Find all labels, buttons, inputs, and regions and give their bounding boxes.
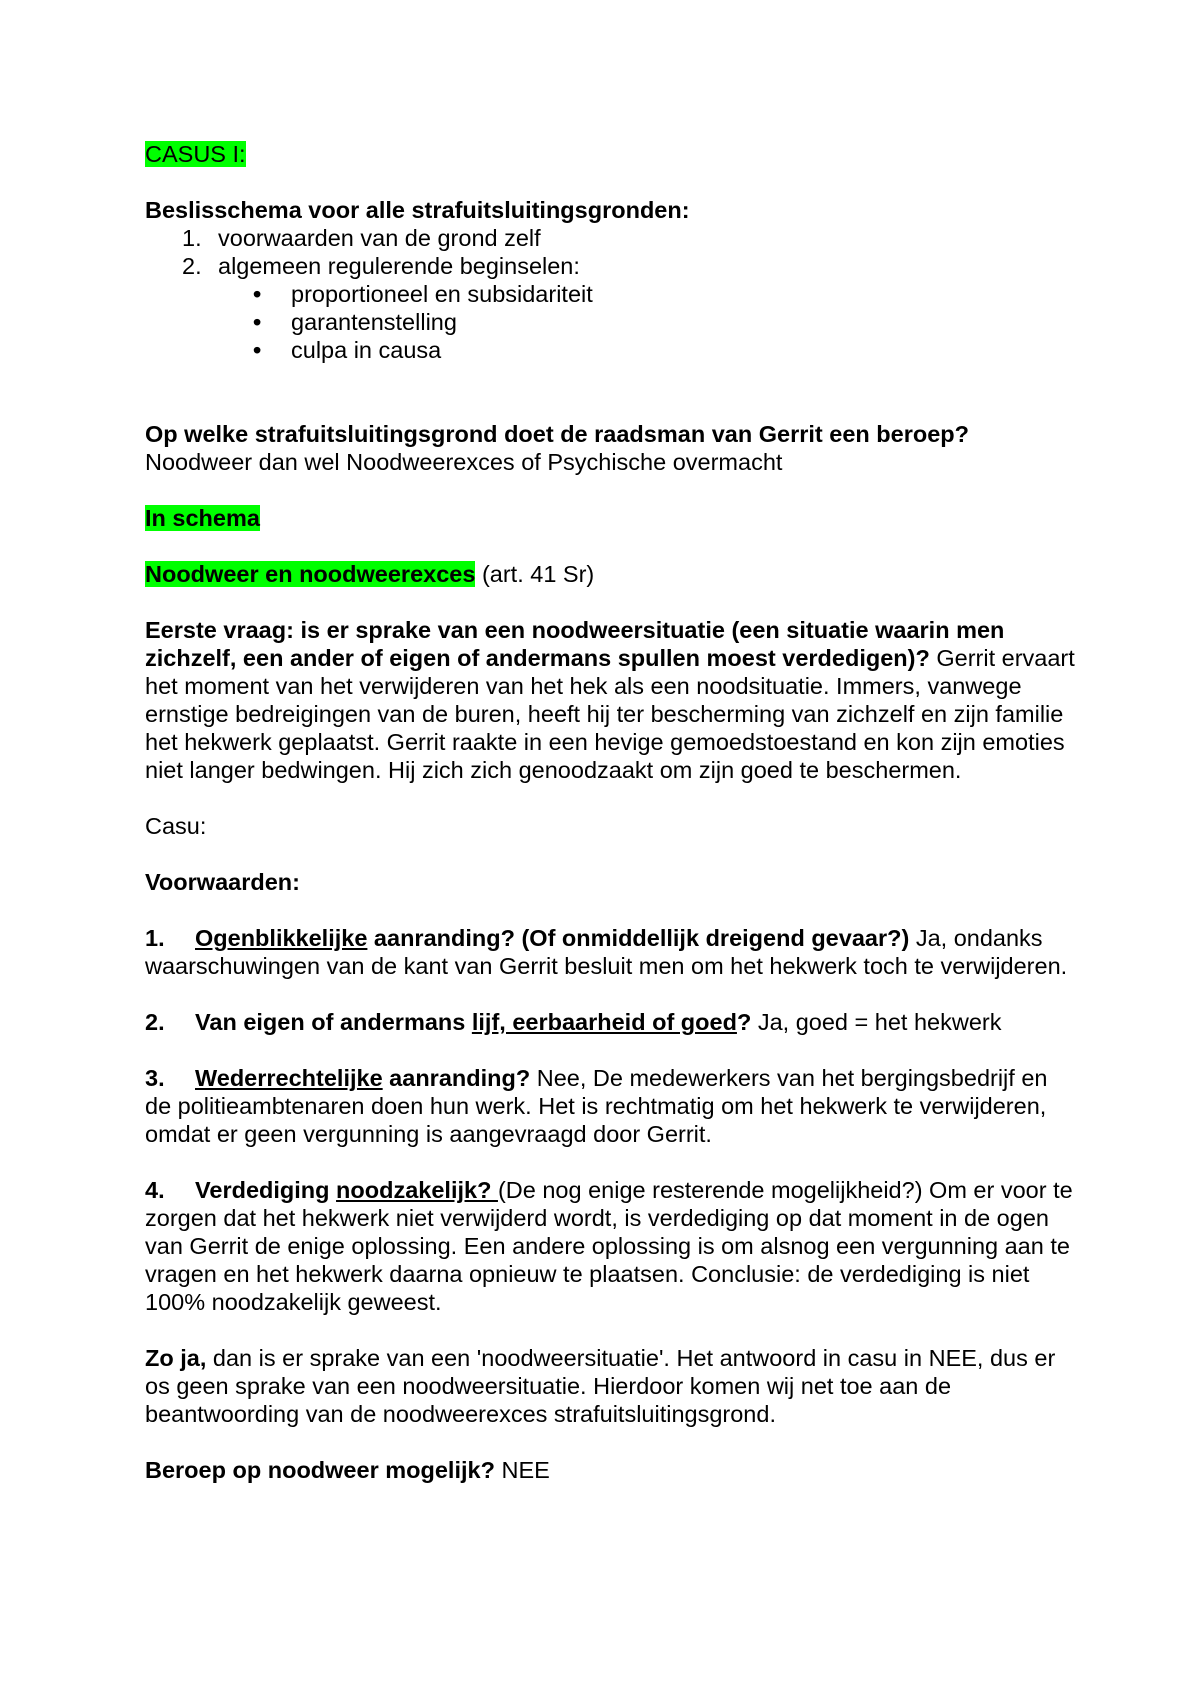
beroep-answer: NEE bbox=[494, 1457, 550, 1483]
list-number: 1. bbox=[182, 225, 202, 251]
beroep-line bbox=[145, 1456, 1075, 1484]
voorwaarde-2 bbox=[145, 1008, 1075, 1036]
noodweer-heading: Noodweer en noodweerexces bbox=[145, 561, 476, 587]
voorwaarde-underlined: lijf, eerbaarheid of goed bbox=[471, 1009, 737, 1035]
list-item bbox=[145, 280, 1075, 308]
question-heading: Op welke strafuitsluitingsgrond doet de raadsman van Gerrit een beroep? bbox=[145, 421, 969, 447]
voorwaarde-underlined: Wederrechtelijke bbox=[195, 1065, 383, 1091]
bullet-icon: • bbox=[253, 337, 262, 363]
principles-list bbox=[145, 280, 1075, 364]
schema-list bbox=[145, 224, 1075, 280]
voorwaarde-question: aanranding? (Of onmiddellijk dreigend gevaar?) bbox=[367, 925, 910, 951]
voorwaarde-answer: (De nog enige resterende mogelijkheid?) Om er voor te zorgen dat het hekwerk niet verwijderd wordt, is verdediging op dat moment in de ogen van Gerrit de enige oplossing. Een andere oplossing is om alsnog een vergunning aan te vragen en het hekwerk daarna opnieuw te plaatsen. Conclusie: de verdediging is niet 100% noodzakelijk geweest. bbox=[145, 1177, 1073, 1315]
voorwaarde-number: 4. bbox=[145, 1177, 165, 1203]
list-item-text: culpa in causa bbox=[291, 337, 442, 363]
list-item-text: proportioneel en subsidariteit bbox=[291, 281, 593, 307]
zo-ja-paragraph bbox=[145, 1344, 1075, 1428]
casu-label: Casu: bbox=[145, 813, 207, 839]
list-item bbox=[145, 252, 1075, 280]
eerste-vraag-paragraph bbox=[145, 616, 1075, 784]
voorwaarde-number: 2. bbox=[145, 1009, 165, 1035]
voorwaarde-question: Van eigen of andermans bbox=[195, 1009, 472, 1035]
list-number: 2. bbox=[182, 253, 202, 279]
document-page bbox=[145, 140, 1075, 1484]
list-item bbox=[145, 336, 1075, 364]
voorwaarde-1 bbox=[145, 924, 1075, 980]
voorwaarde-number: 1. bbox=[145, 925, 165, 951]
list-item bbox=[145, 308, 1075, 336]
zo-ja-lead: Zo ja, bbox=[145, 1345, 207, 1371]
voorwaarde-answer: Ja, goed = het hekwerk bbox=[751, 1009, 1002, 1035]
voorwaarde-answer: Nee, De medewerkers van het bergingsbedrijf en de politieambtenaren doen hun werk. Het is rechtmatig om het hekwerk te verwijderen, omdat er geen vergunning is aangevraagd door Gerrit. bbox=[145, 1065, 1048, 1147]
list-item bbox=[145, 224, 1075, 252]
eerste-vraag-question: Eerste vraag: is er sprake van een noodweersituatie (een situatie waarin men zichzelf, een ander of eigen of andermans spullen moest verdedigen)? bbox=[145, 617, 1005, 671]
casus-title-line bbox=[145, 140, 1075, 168]
voorwaarde-underlined: noodzakelijk? bbox=[336, 1177, 498, 1203]
list-item-text: algemeen regulerende beginselen: bbox=[218, 253, 580, 279]
noodweer-ref: (art. 41 Sr) bbox=[475, 561, 595, 587]
voorwaarde-underlined: Ogenblikkelijke bbox=[195, 925, 368, 951]
voorwaarden-heading: Voorwaarden: bbox=[145, 869, 300, 895]
bullet-icon: • bbox=[253, 281, 262, 307]
list-item-text: garantenstelling bbox=[291, 309, 457, 335]
voorwaarde-question: aanranding? bbox=[382, 1065, 531, 1091]
bullet-icon: • bbox=[253, 309, 262, 335]
schema-heading: Beslisschema voor alle strafuitsluitingsgronden: bbox=[145, 197, 690, 223]
in-schema-line bbox=[145, 504, 1075, 532]
beroep-question: Beroep op noodweer mogelijk? bbox=[145, 1457, 495, 1483]
eerste-vraag-text: Gerrit ervaart het moment van het verwijderen van het hek als een noodsituatie. Immers, vanwege ernstige bedreigingen van de buren, heeft hij ter bescherming van zichzelf en zijn familie het hekwerk geplaatst. Gerrit raakte in een hevige gemoedstoestand en kon zijn emoties niet langer bedwingen. Hij zich zich genoodzaakt om zijn goed te beschermen. bbox=[145, 645, 1075, 783]
in-schema-heading: In schema bbox=[145, 505, 260, 531]
noodweer-line bbox=[145, 560, 1075, 588]
casus-title: CASUS I: bbox=[145, 141, 246, 167]
voorwaarde-3 bbox=[145, 1064, 1075, 1148]
voorwaarde-question-end: ? bbox=[736, 1009, 752, 1035]
question-answer: Noodweer dan wel Noodweerexces of Psychische overmacht bbox=[145, 449, 783, 475]
voorwaarde-number: 3. bbox=[145, 1065, 165, 1091]
voorwaarde-question: Verdediging bbox=[195, 1177, 337, 1203]
list-item-text: voorwaarden van de grond zelf bbox=[218, 225, 541, 251]
zo-ja-text: dan is er sprake van een 'noodweersituatie'. Het antwoord in casu in NEE, dus er os geen sprake van een noodweersituatie. Hierdoor komen wij net toe aan de beantwoording van de noodweerexces strafuitsluitingsgrond. bbox=[145, 1345, 1056, 1427]
voorwaarde-4 bbox=[145, 1176, 1075, 1316]
voorwaarde-answer: Ja, ondanks waarschuwingen van de kant van Gerrit besluit men om het hekwerk toch te verwijderen. bbox=[145, 925, 1068, 979]
